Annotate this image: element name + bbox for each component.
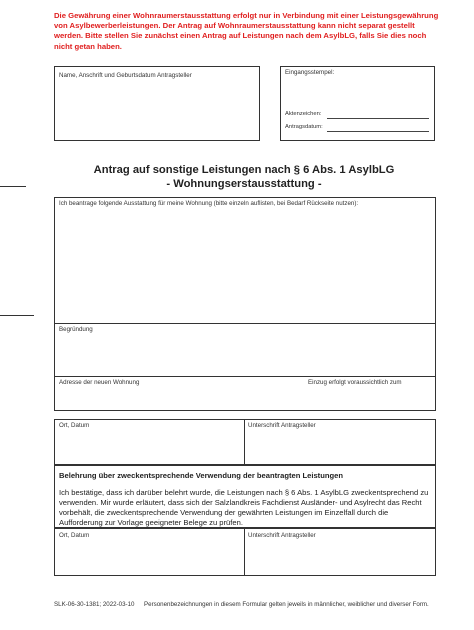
form-subtitle: - Wohnungserstausstattung - bbox=[166, 178, 322, 190]
footer-note: Personenbezeichnungen in diesem Formular gelten jeweils in männlicher, weiblicher und diverser Form. bbox=[144, 601, 429, 608]
place-date-field-2[interactable] bbox=[55, 540, 244, 575]
form-title: Antrag auf sonstige Leistungen nach § 6 Abs. 1 AsylbLG bbox=[93, 164, 395, 176]
form-id: SLK-06-30-1381; 2022-03-10 bbox=[54, 601, 135, 608]
application-date-field[interactable] bbox=[327, 131, 429, 132]
application-date-label: Antragsdatum: bbox=[285, 124, 323, 130]
signature-label-1: Unterschrift Antragsteller bbox=[248, 422, 316, 429]
move-in-date-field[interactable] bbox=[307, 388, 435, 410]
instruction-box bbox=[54, 465, 436, 528]
new-address-field[interactable] bbox=[55, 388, 305, 410]
stamp-label: Eingangsstempel: bbox=[285, 69, 335, 76]
signature-box-1 bbox=[54, 419, 436, 465]
place-date-field-1[interactable] bbox=[55, 430, 244, 464]
place-date-label-1: Ort, Datum bbox=[59, 422, 90, 429]
reason-divider bbox=[55, 376, 435, 377]
instruction-heading: Belehrung über zweckentsprechende Verwendung der beantragten Leistungen bbox=[59, 471, 343, 480]
eligibility-notice: Die Gewährung einer Wohnraumerstausstattung erfolgt nur in Verbindung mit einer Leistungsgewährung von Asylbewerberleistungen. Der Antrag auf Wohnraumerstausstattung kann nicht separat gestellt werden. Bitte stellen Sie zunächst einen Antrag auf Leistungen nach dem AsylbLG, falls Sie dies noch nicht getan haben. bbox=[54, 11, 439, 51]
file-number-field[interactable] bbox=[327, 118, 429, 119]
reason-label: Begründung bbox=[59, 326, 93, 333]
file-number-label: Aktenzeichen: bbox=[285, 111, 322, 117]
reason-field[interactable] bbox=[55, 336, 435, 376]
signature-field-2[interactable] bbox=[245, 540, 435, 575]
new-address-label: Adresse der neuen Wohnung bbox=[59, 379, 140, 386]
receipt-stamp-box bbox=[280, 66, 435, 141]
items-label: Ich beantrage folgende Ausstattung für meine Wohnung (bitte einzeln auflisten, bei Bedarf Rückseite nutzen): bbox=[59, 200, 359, 207]
applicant-label: Name, Anschrift und Geburtsdatum Antragsteller bbox=[59, 72, 192, 79]
move-in-date-label: Einzug erfolgt voraussichtlich zum bbox=[308, 379, 402, 386]
applicant-box[interactable] bbox=[54, 66, 260, 141]
signature-box-2 bbox=[54, 528, 436, 576]
fold-mark-bottom bbox=[0, 315, 34, 316]
items-field[interactable] bbox=[55, 210, 435, 323]
instruction-text: Ich bestätige, dass ich darüber belehrt wurde, die Leistungen nach § 6 Abs. 1 AsylbLG zweckentsprechend zu verwenden. Mir wurde erläutert, dass sich der Salzlandkreis Fachdienst Ausländer- und Asylrecht das Recht vorbehält, die zweckentsprechende Verwendung der gewährten Leistungen im Einzelfall durch die Aufforderung zur Vorlage geeigneter Belege zu prüfen. bbox=[59, 488, 429, 528]
fold-mark-top bbox=[0, 186, 26, 187]
place-date-label-2: Ort, Datum bbox=[59, 532, 90, 539]
signature-field-1[interactable] bbox=[245, 430, 435, 464]
signature-label-2: Unterschrift Antragsteller bbox=[248, 532, 316, 539]
items-divider bbox=[55, 323, 435, 324]
request-form-box bbox=[54, 197, 436, 411]
